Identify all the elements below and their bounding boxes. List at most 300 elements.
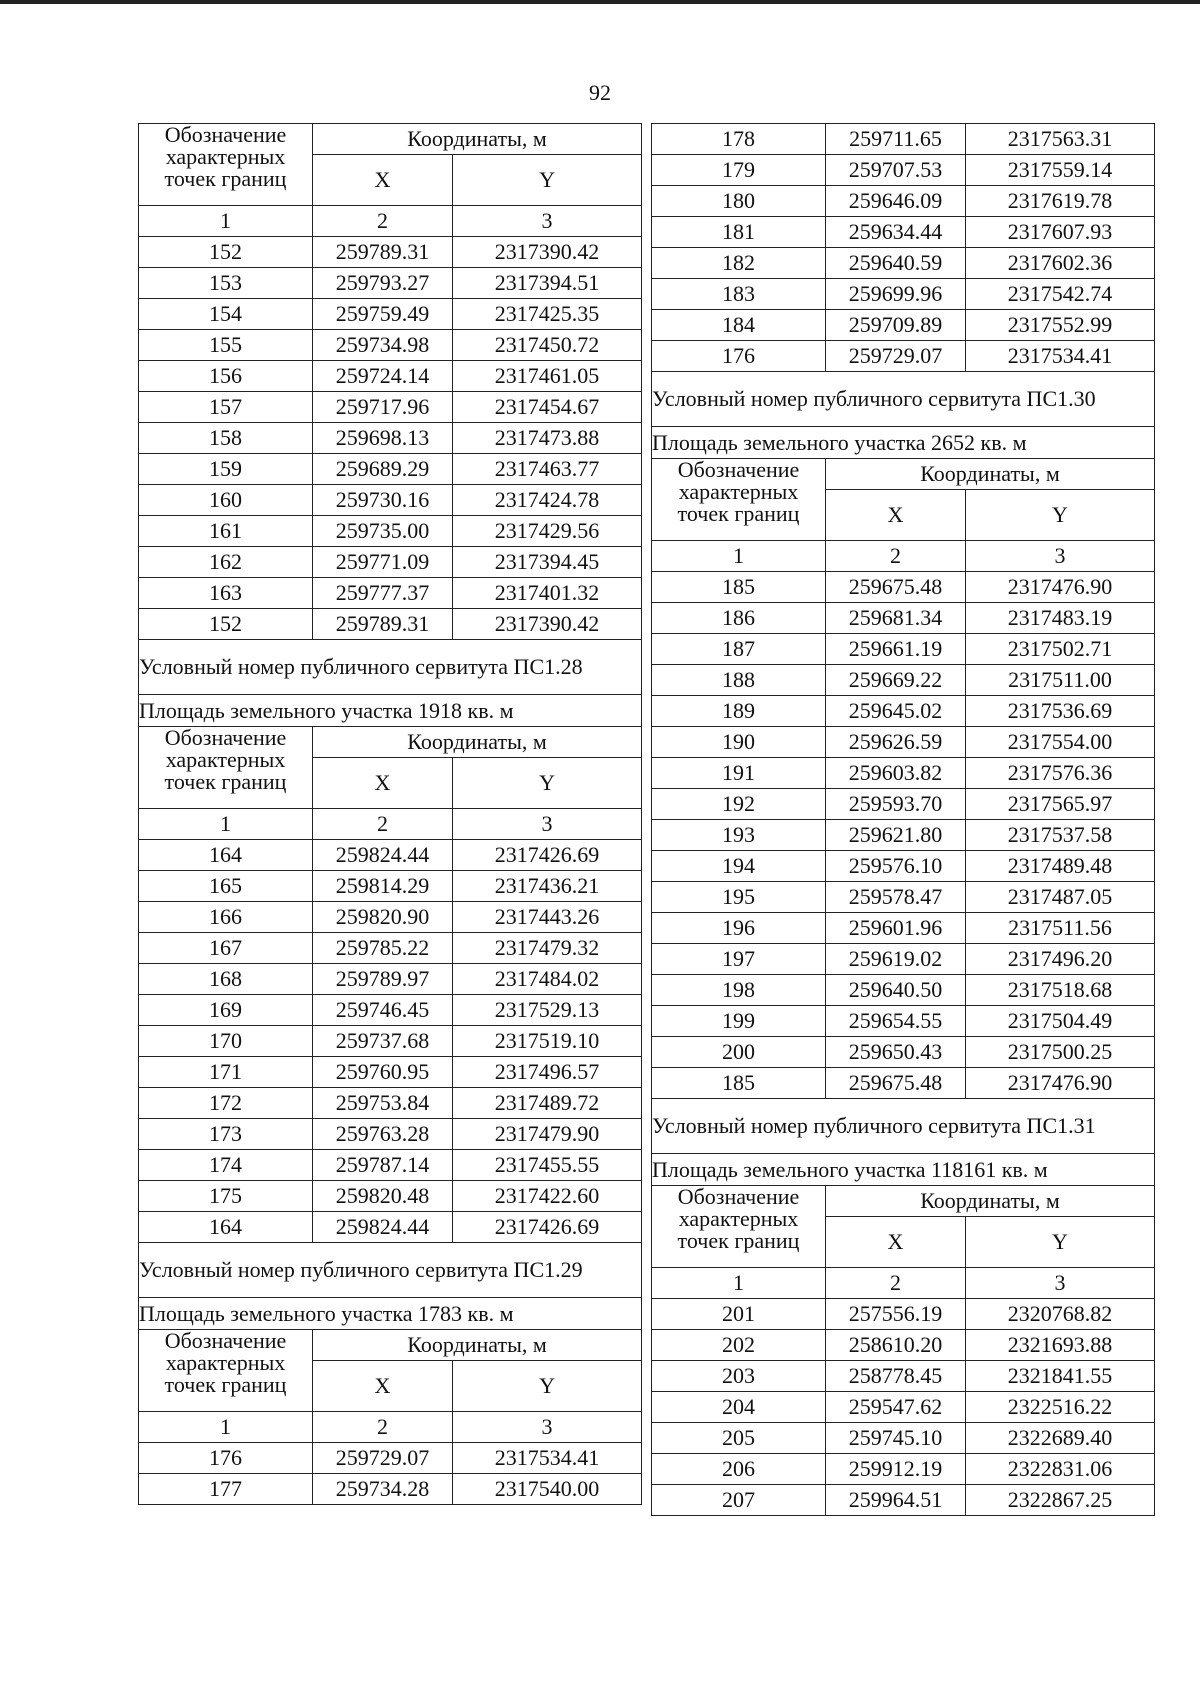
x-coordinate: 259626.59 — [826, 727, 966, 758]
table-row — [652, 603, 1155, 634]
point-number: 204 — [652, 1392, 826, 1423]
x-coordinate: 259698.13 — [313, 423, 453, 454]
x-coordinate: 259645.02 — [826, 696, 966, 727]
header-point-label: Обозначение характерных точек границ — [139, 727, 313, 809]
table-row — [139, 995, 642, 1026]
header-x: X — [313, 155, 453, 206]
point-number: 170 — [139, 1026, 313, 1057]
y-coordinate: 2322867.25 — [966, 1485, 1155, 1516]
y-coordinate: 2317511.56 — [966, 913, 1155, 944]
header-column-index: 1 — [139, 809, 313, 840]
point-number: 172 — [139, 1088, 313, 1119]
table-row — [139, 1119, 642, 1150]
coordinates-table-right — [651, 123, 1155, 1516]
y-coordinate: 2317425.35 — [453, 299, 642, 330]
point-number: 192 — [652, 789, 826, 820]
x-coordinate: 259734.28 — [313, 1474, 453, 1505]
y-coordinate: 2317390.42 — [453, 609, 642, 640]
table-row — [652, 1392, 1155, 1423]
point-number: 160 — [139, 485, 313, 516]
x-coordinate: 259724.14 — [313, 361, 453, 392]
point-number: 177 — [139, 1474, 313, 1505]
header-point-label: Обозначение характерных точек границ — [652, 1186, 826, 1268]
header-coordinates: Координаты, м — [313, 727, 642, 758]
plot-area: Площадь земельного участка 1783 кв. м — [139, 1298, 642, 1330]
x-coordinate: 259601.96 — [826, 913, 966, 944]
header-point-label: Обозначение характерных точек границ — [652, 459, 826, 541]
point-number: 183 — [652, 279, 826, 310]
table-row — [652, 186, 1155, 217]
y-coordinate: 2317401.32 — [453, 578, 642, 609]
y-coordinate: 2317429.56 — [453, 516, 642, 547]
x-coordinate: 259735.00 — [313, 516, 453, 547]
table-row — [652, 124, 1155, 155]
y-coordinate: 2317576.36 — [966, 758, 1155, 789]
table-row — [652, 1068, 1155, 1099]
y-coordinate: 2317559.14 — [966, 155, 1155, 186]
servitude-title: Условный номер публичного сервитута ПС1.28 — [139, 640, 642, 695]
x-coordinate: 259578.47 — [826, 882, 966, 913]
point-number: 181 — [652, 217, 826, 248]
point-number: 156 — [139, 361, 313, 392]
x-coordinate: 259661.19 — [826, 634, 966, 665]
header-x: X — [826, 490, 966, 541]
table-row — [139, 547, 642, 578]
point-number: 200 — [652, 1037, 826, 1068]
point-number: 171 — [139, 1057, 313, 1088]
point-number: 173 — [139, 1119, 313, 1150]
y-coordinate: 2317489.72 — [453, 1088, 642, 1119]
point-number: 202 — [652, 1330, 826, 1361]
header-coordinates: Координаты, м — [313, 1330, 642, 1361]
table-row — [652, 279, 1155, 310]
x-coordinate: 259793.27 — [313, 268, 453, 299]
section-title-row — [652, 372, 1155, 427]
header-y: Y — [453, 155, 642, 206]
point-number: 201 — [652, 1299, 826, 1330]
header-y: Y — [453, 758, 642, 809]
y-coordinate: 2317554.00 — [966, 727, 1155, 758]
plot-area: Площадь земельного участка 2652 кв. м — [652, 427, 1155, 459]
point-number: 167 — [139, 933, 313, 964]
point-number: 179 — [652, 155, 826, 186]
section-area-row — [652, 427, 1155, 459]
table-row — [652, 913, 1155, 944]
header-row — [139, 124, 642, 155]
x-coordinate: 259820.48 — [313, 1181, 453, 1212]
table-row — [139, 423, 642, 454]
x-coordinate: 259689.29 — [313, 454, 453, 485]
table-row — [139, 902, 642, 933]
x-coordinate: 259789.97 — [313, 964, 453, 995]
x-coordinate: 259789.31 — [313, 237, 453, 268]
point-number: 194 — [652, 851, 826, 882]
y-coordinate: 2317479.32 — [453, 933, 642, 964]
y-coordinate: 2317565.97 — [966, 789, 1155, 820]
table-row — [139, 516, 642, 547]
y-coordinate: 2317450.72 — [453, 330, 642, 361]
y-coordinate: 2317476.90 — [966, 1068, 1155, 1099]
x-coordinate: 259737.68 — [313, 1026, 453, 1057]
table-row — [652, 1299, 1155, 1330]
header-x: X — [313, 1361, 453, 1412]
table-row — [652, 882, 1155, 913]
table-row — [652, 217, 1155, 248]
x-coordinate: 259640.50 — [826, 975, 966, 1006]
header-row — [139, 727, 642, 758]
point-number: 162 — [139, 547, 313, 578]
y-coordinate: 2317496.57 — [453, 1057, 642, 1088]
header-index-row — [652, 541, 1155, 572]
x-coordinate: 259711.65 — [826, 124, 966, 155]
header-row — [652, 459, 1155, 490]
section-title-row — [652, 1099, 1155, 1154]
section-area-row — [652, 1154, 1155, 1186]
point-number: 163 — [139, 578, 313, 609]
y-coordinate: 2317496.20 — [966, 944, 1155, 975]
point-number: 153 — [139, 268, 313, 299]
header-row — [652, 1186, 1155, 1217]
header-point-label: Обозначение характерных точек границ — [139, 124, 313, 206]
point-number: 166 — [139, 902, 313, 933]
header-y: Y — [966, 1217, 1155, 1268]
y-coordinate: 2317563.31 — [966, 124, 1155, 155]
header-column-index: 3 — [453, 206, 642, 237]
point-number: 155 — [139, 330, 313, 361]
point-number: 175 — [139, 1181, 313, 1212]
y-coordinate: 2317489.48 — [966, 851, 1155, 882]
y-coordinate: 2317473.88 — [453, 423, 642, 454]
x-coordinate: 257556.19 — [826, 1299, 966, 1330]
point-number: 180 — [652, 186, 826, 217]
x-coordinate: 259746.45 — [313, 995, 453, 1026]
y-coordinate: 2317394.51 — [453, 268, 642, 299]
y-coordinate: 2317476.90 — [966, 572, 1155, 603]
plot-area: Площадь земельного участка 1918 кв. м — [139, 695, 642, 727]
point-number: 205 — [652, 1423, 826, 1454]
y-coordinate: 2317461.05 — [453, 361, 642, 392]
point-number: 187 — [652, 634, 826, 665]
point-number: 190 — [652, 727, 826, 758]
point-number: 193 — [652, 820, 826, 851]
x-coordinate: 259646.09 — [826, 186, 966, 217]
x-coordinate: 259753.84 — [313, 1088, 453, 1119]
header-point-label: Обозначение характерных точек границ — [139, 1330, 313, 1412]
y-coordinate: 2317422.60 — [453, 1181, 642, 1212]
table-row — [139, 1443, 642, 1474]
table-row — [139, 1057, 642, 1088]
x-coordinate: 259785.22 — [313, 933, 453, 964]
header-column-index: 2 — [313, 206, 453, 237]
section-area-row — [139, 1298, 642, 1330]
point-number: 203 — [652, 1361, 826, 1392]
table-row — [652, 727, 1155, 758]
header-y: Y — [966, 490, 1155, 541]
table-row — [139, 964, 642, 995]
servitude-title: Условный номер публичного сервитута ПС1.30 — [652, 372, 1155, 427]
table-row — [139, 485, 642, 516]
x-coordinate: 259709.89 — [826, 310, 966, 341]
point-number: 186 — [652, 603, 826, 634]
table-row — [139, 1088, 642, 1119]
y-coordinate: 2317511.00 — [966, 665, 1155, 696]
y-coordinate: 2317454.67 — [453, 392, 642, 423]
point-number: 196 — [652, 913, 826, 944]
header-column-index: 2 — [313, 1412, 453, 1443]
table-row — [652, 1454, 1155, 1485]
x-coordinate: 259621.80 — [826, 820, 966, 851]
x-coordinate: 258778.45 — [826, 1361, 966, 1392]
header-column-index: 3 — [453, 809, 642, 840]
x-coordinate: 259824.44 — [313, 840, 453, 871]
header-column-index: 1 — [652, 541, 826, 572]
point-number: 197 — [652, 944, 826, 975]
y-coordinate: 2317552.99 — [966, 310, 1155, 341]
x-coordinate: 259824.44 — [313, 1212, 453, 1243]
y-coordinate: 2317484.02 — [453, 964, 642, 995]
x-coordinate: 259729.07 — [826, 341, 966, 372]
header-x: X — [313, 758, 453, 809]
y-coordinate: 2317443.26 — [453, 902, 642, 933]
header-y: Y — [453, 1361, 642, 1412]
section-title-row — [139, 640, 642, 695]
servitude-title: Условный номер публичного сервитута ПС1.29 — [139, 1243, 642, 1298]
point-number: 185 — [652, 572, 826, 603]
point-number: 189 — [652, 696, 826, 727]
y-coordinate: 2321693.88 — [966, 1330, 1155, 1361]
y-coordinate: 2317424.78 — [453, 485, 642, 516]
x-coordinate: 259675.48 — [826, 572, 966, 603]
y-coordinate: 2317502.71 — [966, 634, 1155, 665]
header-coordinates: Координаты, м — [313, 124, 642, 155]
table-row — [139, 299, 642, 330]
x-coordinate: 259734.98 — [313, 330, 453, 361]
header-index-row — [652, 1268, 1155, 1299]
y-coordinate: 2317540.00 — [453, 1474, 642, 1505]
x-coordinate: 259675.48 — [826, 1068, 966, 1099]
table-row — [652, 820, 1155, 851]
table-row — [652, 1037, 1155, 1068]
y-coordinate: 2317534.41 — [453, 1443, 642, 1474]
table-row — [652, 944, 1155, 975]
coordinates-table-left — [138, 123, 642, 1505]
y-coordinate: 2317542.74 — [966, 279, 1155, 310]
y-coordinate: 2317463.77 — [453, 454, 642, 485]
y-coordinate: 2317455.55 — [453, 1150, 642, 1181]
table-row — [652, 634, 1155, 665]
x-coordinate: 259699.96 — [826, 279, 966, 310]
table-row — [139, 609, 642, 640]
x-coordinate: 259763.28 — [313, 1119, 453, 1150]
table-row — [652, 1330, 1155, 1361]
x-coordinate: 259771.09 — [313, 547, 453, 578]
table-row — [139, 871, 642, 902]
table-row — [139, 361, 642, 392]
header-column-index: 3 — [453, 1412, 642, 1443]
x-coordinate: 259787.14 — [313, 1150, 453, 1181]
header-column-index: 3 — [966, 1268, 1155, 1299]
header-column-index: 2 — [826, 541, 966, 572]
y-coordinate: 2317426.69 — [453, 840, 642, 871]
y-coordinate: 2317619.78 — [966, 186, 1155, 217]
point-number: 195 — [652, 882, 826, 913]
x-coordinate: 259789.31 — [313, 609, 453, 640]
right-column — [651, 123, 1154, 1516]
table-row — [652, 665, 1155, 696]
x-coordinate: 259603.82 — [826, 758, 966, 789]
x-coordinate: 259619.02 — [826, 944, 966, 975]
point-number: 158 — [139, 423, 313, 454]
plot-area: Площадь земельного участка 118161 кв. м — [652, 1154, 1155, 1186]
top-rule — [0, 0, 1200, 4]
x-coordinate: 259576.10 — [826, 851, 966, 882]
x-coordinate: 259745.10 — [826, 1423, 966, 1454]
point-number: 165 — [139, 871, 313, 902]
x-coordinate: 259912.19 — [826, 1454, 966, 1485]
left-column — [138, 123, 641, 1505]
table-row — [139, 578, 642, 609]
x-coordinate: 259730.16 — [313, 485, 453, 516]
x-coordinate: 259717.96 — [313, 392, 453, 423]
table-row — [139, 268, 642, 299]
table-row — [139, 840, 642, 871]
table-row — [652, 1423, 1155, 1454]
y-coordinate: 2317483.19 — [966, 603, 1155, 634]
table-row — [139, 237, 642, 268]
header-index-row — [139, 1412, 642, 1443]
point-number: 154 — [139, 299, 313, 330]
table-row — [139, 1150, 642, 1181]
y-coordinate: 2317536.69 — [966, 696, 1155, 727]
servitude-title: Условный номер публичного сервитута ПС1.31 — [652, 1099, 1155, 1154]
header-coordinates: Координаты, м — [826, 1186, 1155, 1217]
point-number: 207 — [652, 1485, 826, 1516]
y-coordinate: 2317607.93 — [966, 217, 1155, 248]
table-row — [652, 248, 1155, 279]
table-row — [652, 851, 1155, 882]
y-coordinate: 2322689.40 — [966, 1423, 1155, 1454]
point-number: 188 — [652, 665, 826, 696]
point-number: 152 — [139, 609, 313, 640]
header-index-row — [139, 206, 642, 237]
y-coordinate: 2321841.55 — [966, 1361, 1155, 1392]
point-number: 161 — [139, 516, 313, 547]
table-row — [652, 696, 1155, 727]
y-coordinate: 2322516.22 — [966, 1392, 1155, 1423]
x-coordinate: 259669.22 — [826, 665, 966, 696]
table-row — [652, 341, 1155, 372]
header-column-index: 1 — [139, 206, 313, 237]
table-row — [652, 572, 1155, 603]
header-x: X — [826, 1217, 966, 1268]
x-coordinate: 259650.43 — [826, 1037, 966, 1068]
header-column-index: 1 — [652, 1268, 826, 1299]
header-column-index: 2 — [826, 1268, 966, 1299]
page-number: 92 — [589, 80, 611, 105]
point-number: 185 — [652, 1068, 826, 1099]
table-row — [652, 310, 1155, 341]
x-coordinate: 259814.29 — [313, 871, 453, 902]
y-coordinate: 2317394.45 — [453, 547, 642, 578]
point-number: 206 — [652, 1454, 826, 1485]
point-number: 191 — [652, 758, 826, 789]
y-coordinate: 2317518.68 — [966, 975, 1155, 1006]
y-coordinate: 2317500.25 — [966, 1037, 1155, 1068]
point-number: 169 — [139, 995, 313, 1026]
header-column-index: 3 — [966, 541, 1155, 572]
header-index-row — [139, 809, 642, 840]
x-coordinate: 259634.44 — [826, 217, 966, 248]
y-coordinate: 2320768.82 — [966, 1299, 1155, 1330]
y-coordinate: 2317479.90 — [453, 1119, 642, 1150]
y-coordinate: 2317390.42 — [453, 237, 642, 268]
x-coordinate: 259707.53 — [826, 155, 966, 186]
y-coordinate: 2317529.13 — [453, 995, 642, 1026]
point-number: 164 — [139, 840, 313, 871]
table-row — [652, 758, 1155, 789]
x-coordinate: 259759.49 — [313, 299, 453, 330]
point-number: 176 — [652, 341, 826, 372]
x-coordinate: 259820.90 — [313, 902, 453, 933]
point-number: 174 — [139, 1150, 313, 1181]
y-coordinate: 2317504.49 — [966, 1006, 1155, 1037]
table-row — [139, 392, 642, 423]
point-number: 182 — [652, 248, 826, 279]
y-coordinate: 2317487.05 — [966, 882, 1155, 913]
point-number: 164 — [139, 1212, 313, 1243]
table-row — [139, 1026, 642, 1057]
x-coordinate: 258610.20 — [826, 1330, 966, 1361]
section-title-row — [139, 1243, 642, 1298]
x-coordinate: 259681.34 — [826, 603, 966, 634]
y-coordinate: 2317602.36 — [966, 248, 1155, 279]
table-row — [139, 1181, 642, 1212]
table-row — [139, 1474, 642, 1505]
header-column-index: 1 — [139, 1412, 313, 1443]
x-coordinate: 259777.37 — [313, 578, 453, 609]
x-coordinate: 259729.07 — [313, 1443, 453, 1474]
point-number: 184 — [652, 310, 826, 341]
point-number: 168 — [139, 964, 313, 995]
table-row — [139, 1212, 642, 1243]
y-coordinate: 2317534.41 — [966, 341, 1155, 372]
point-number: 152 — [139, 237, 313, 268]
table-row — [652, 155, 1155, 186]
table-row — [139, 933, 642, 964]
y-coordinate: 2317519.10 — [453, 1026, 642, 1057]
point-number: 159 — [139, 454, 313, 485]
table-row — [652, 1485, 1155, 1516]
y-coordinate: 2317436.21 — [453, 871, 642, 902]
table-row — [652, 1006, 1155, 1037]
point-number: 198 — [652, 975, 826, 1006]
point-number: 178 — [652, 124, 826, 155]
x-coordinate: 259547.62 — [826, 1392, 966, 1423]
x-coordinate: 259964.51 — [826, 1485, 966, 1516]
x-coordinate: 259593.70 — [826, 789, 966, 820]
section-area-row — [139, 695, 642, 727]
x-coordinate: 259760.95 — [313, 1057, 453, 1088]
y-coordinate: 2322831.06 — [966, 1454, 1155, 1485]
header-column-index: 2 — [313, 809, 453, 840]
table-row — [139, 330, 642, 361]
header-row — [139, 1330, 642, 1361]
table-row — [652, 975, 1155, 1006]
header-coordinates: Координаты, м — [826, 459, 1155, 490]
point-number: 176 — [139, 1443, 313, 1474]
x-coordinate: 259640.59 — [826, 248, 966, 279]
table-row — [652, 1361, 1155, 1392]
